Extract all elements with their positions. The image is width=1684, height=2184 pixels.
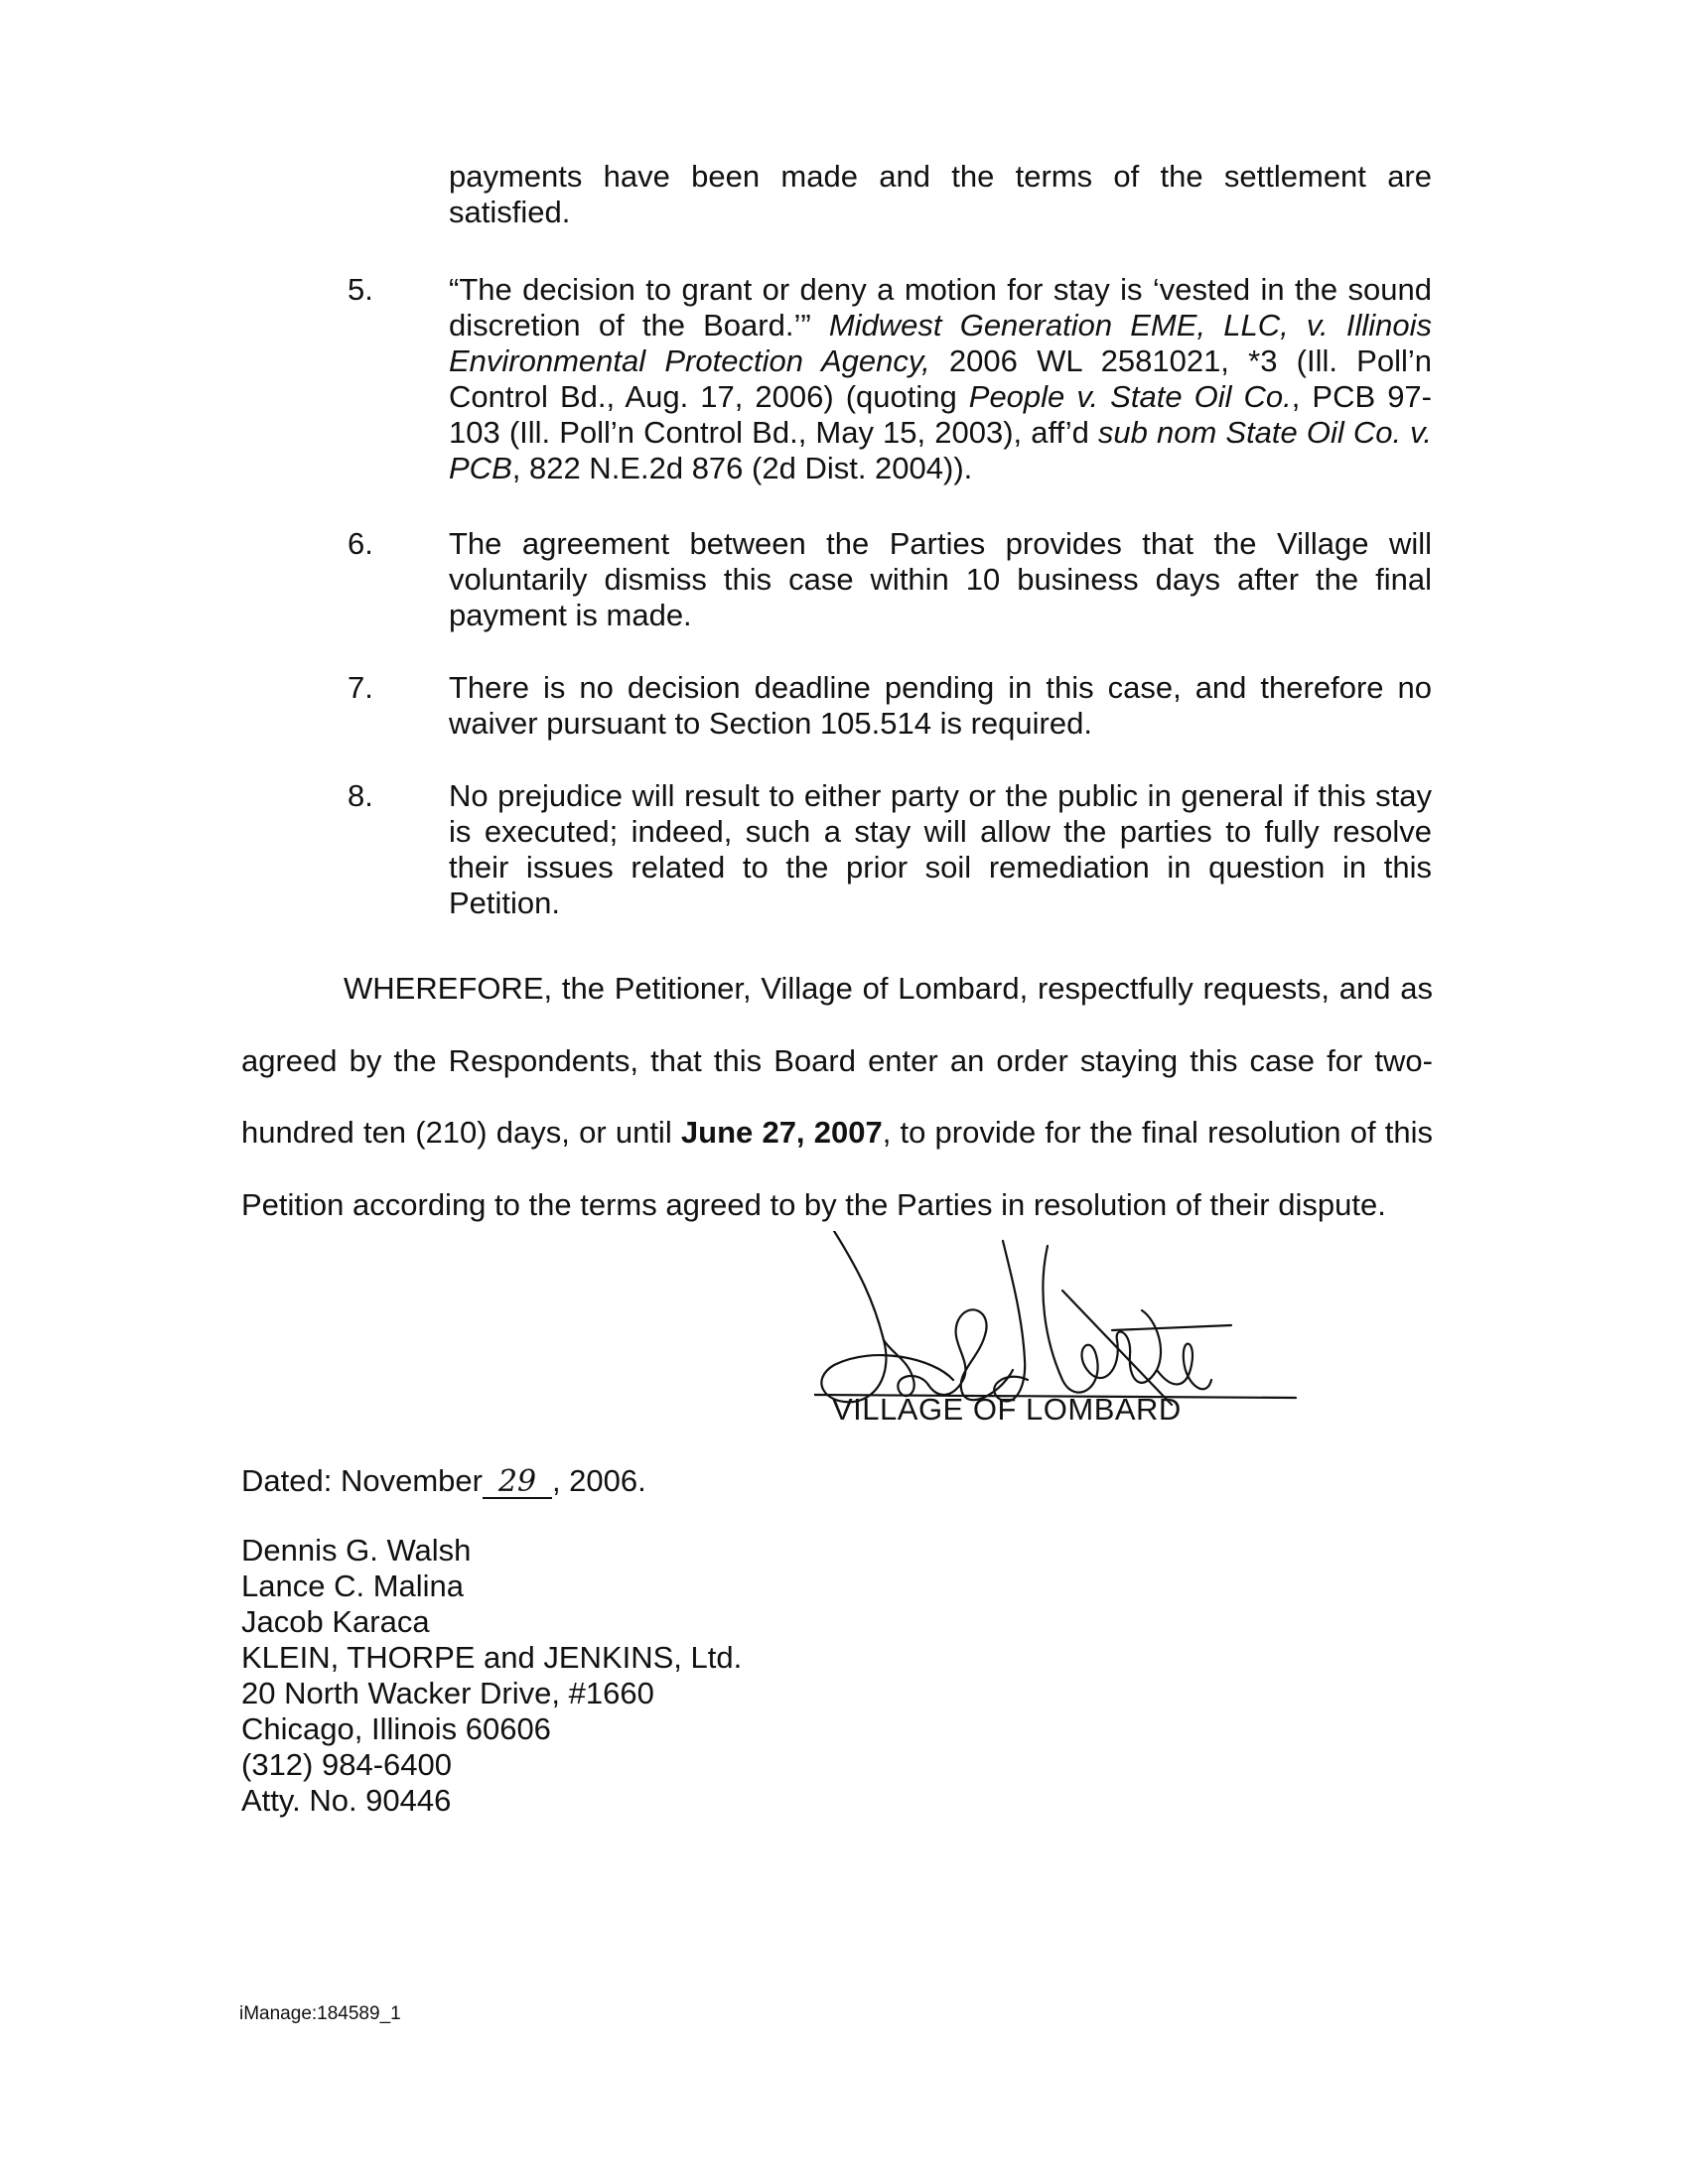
date-prefix: Dated: November bbox=[241, 1463, 483, 1498]
attorney-address-block bbox=[241, 1533, 742, 1819]
continuation-paragraph: payments have been made and the terms of the settlement are satisfied. bbox=[449, 159, 1432, 229]
date-suffix: , 2006. bbox=[551, 1463, 646, 1498]
address-line: Lance C. Malina bbox=[241, 1569, 465, 1603]
address-line: Jacob Karaca bbox=[241, 1604, 430, 1639]
numbered-item-7 bbox=[348, 670, 1432, 742]
address-line: Dennis G. Walsh bbox=[241, 1533, 472, 1568]
item-number: 6. bbox=[348, 526, 373, 561]
case-citation: Midwest Generation EME, LLC, v. Illinois Environmental Protection Agency, bbox=[449, 308, 1432, 378]
numbered-item-8 bbox=[348, 778, 1432, 921]
case-citation: People v. State Oil Co. bbox=[968, 379, 1292, 414]
signature-block bbox=[814, 1231, 1331, 1434]
item-text bbox=[449, 272, 1432, 486]
text-segment: , PCB 97-103 (Ill. Poll’n Control Bd., May 15, 2003), aff’d bbox=[449, 379, 1432, 450]
case-citation: sub nom State Oil Co. v. PCB bbox=[449, 415, 1432, 485]
date-line bbox=[241, 1463, 646, 1499]
text-segment: There is no decision deadline pending in this case, and therefore no waiver pursuant to Section 105.514 is required. bbox=[449, 670, 1432, 741]
stay-deadline-date: June 27, 2007 bbox=[680, 1115, 883, 1150]
text-segment: “The decision to grant or deny a motion for stay is ‘vested in the sound discretion of the Board.’” bbox=[449, 272, 1432, 342]
text-segment: No prejudice will result to either party or the public in general if this stay is executed; indeed, such a stay will allow the parties to fully resolve their issues related to the prior soil remediation in question in this Petition. bbox=[449, 778, 1432, 920]
handwritten-day: 29 bbox=[483, 1467, 552, 1499]
item-number: 8. bbox=[348, 778, 373, 813]
numbered-item-5 bbox=[348, 272, 1432, 486]
address-line: (312) 984-6400 bbox=[241, 1747, 452, 1782]
wherefore-text-end: , to provide for the final resolution of this Petition according to the terms agreed to by the Parties in resolution of their dispute. bbox=[241, 1115, 1434, 1222]
text-segment: , 822 N.E.2d 876 (2d Dist. 2004)). bbox=[511, 451, 973, 485]
address-line: Chicago, Illinois 60606 bbox=[241, 1711, 551, 1746]
wherefore-text: WHEREFORE, the Petitioner, Village of Lombard, respectfully requests, and as agreed by the Respondents, that this Board enter an order staying this case for two-hundred ten (210) days, or until bbox=[241, 971, 1433, 1150]
item-text bbox=[449, 526, 1432, 633]
item-number: 7. bbox=[348, 670, 373, 705]
text-segment: 2006 WL 2581021, *3 (Ill. Poll’n Control Bd., Aug. 17, 2006) (quoting bbox=[449, 343, 1432, 414]
item-text bbox=[449, 778, 1432, 921]
signatory-name: VILLAGE OF LOMBARD bbox=[832, 1392, 1182, 1427]
wherefore-paragraph bbox=[241, 953, 1433, 1241]
numbered-item-6 bbox=[348, 526, 1432, 633]
document-id-footer: iManage:184589_1 bbox=[239, 2003, 401, 2024]
address-line: KLEIN, THORPE and JENKINS, Ltd. bbox=[241, 1640, 743, 1675]
address-line: Atty. No. 90446 bbox=[241, 1783, 452, 1818]
text-segment: The agreement between the Parties provides that the Village will voluntarily dismiss this case within 10 business days after the final payment is made. bbox=[449, 526, 1432, 632]
item-text bbox=[449, 670, 1432, 742]
address-line: 20 North Wacker Drive, #1660 bbox=[241, 1676, 654, 1710]
item-number: 5. bbox=[348, 272, 373, 307]
